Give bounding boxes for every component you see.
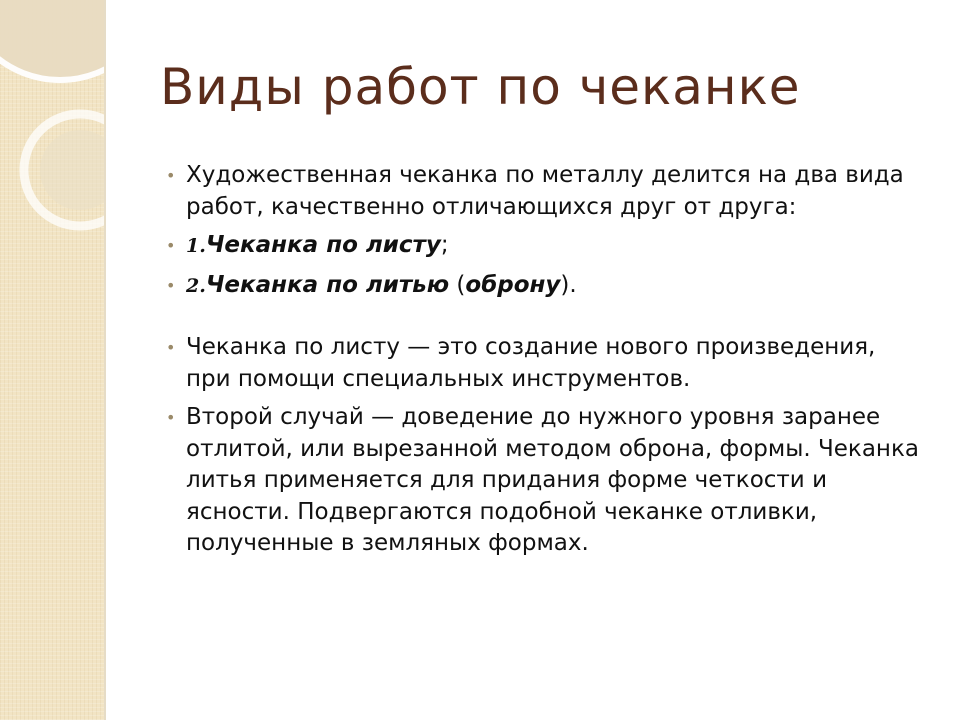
decorative-side-panel — [0, 0, 104, 720]
bullet-sheet-text: Чеканка по листу — это создание нового произведения, при помощи специальных инструментов. — [186, 334, 876, 392]
decorative-circle-inner — [40, 130, 104, 210]
decorative-circles — [0, 0, 104, 720]
bullet-glyph: • — [166, 236, 176, 255]
bullet-intro-text: Художественная чеканка по металлу делится на два вида работ, качественно отличающихся друг от друга: — [186, 162, 904, 220]
bullet-glyph: • — [166, 338, 176, 357]
bullet-item-2 — [166, 270, 926, 303]
bullet-intro — [166, 160, 926, 223]
bullet-glyph: • — [166, 408, 176, 427]
bullet-sheet — [166, 332, 926, 395]
item-2-paren-text: оброну — [465, 271, 561, 298]
item-2-text: Чеканка по литью — [205, 271, 450, 298]
slide-title: Виды работ по чеканке — [160, 58, 801, 116]
item-2-paren-open: ( — [449, 271, 466, 298]
bullet-casting-text: Второй случай — доведение до нужного уровня заранее отлитой, или вырезанной методом оброна, формы. Чеканка литья применяется для придания форме четкости и ясности. Подвергаются подобной чеканке отливки, полученные в земляных формах. — [186, 404, 919, 556]
bullet-casting — [166, 402, 926, 560]
slide-content — [166, 160, 926, 567]
decorative-circle-large — [0, 0, 104, 80]
item-1-text: Чеканка по листу — [205, 232, 441, 258]
bullet-item-1 — [166, 230, 926, 263]
side-divider — [104, 0, 106, 720]
item-1-tail: ; — [440, 232, 449, 258]
bullet-glyph: • — [166, 166, 176, 185]
bullet-glyph: • — [166, 275, 176, 295]
item-1-number: 1. — [186, 235, 206, 257]
item-2-tail: ). — [560, 271, 577, 298]
item-2-number: 2. — [186, 274, 206, 297]
